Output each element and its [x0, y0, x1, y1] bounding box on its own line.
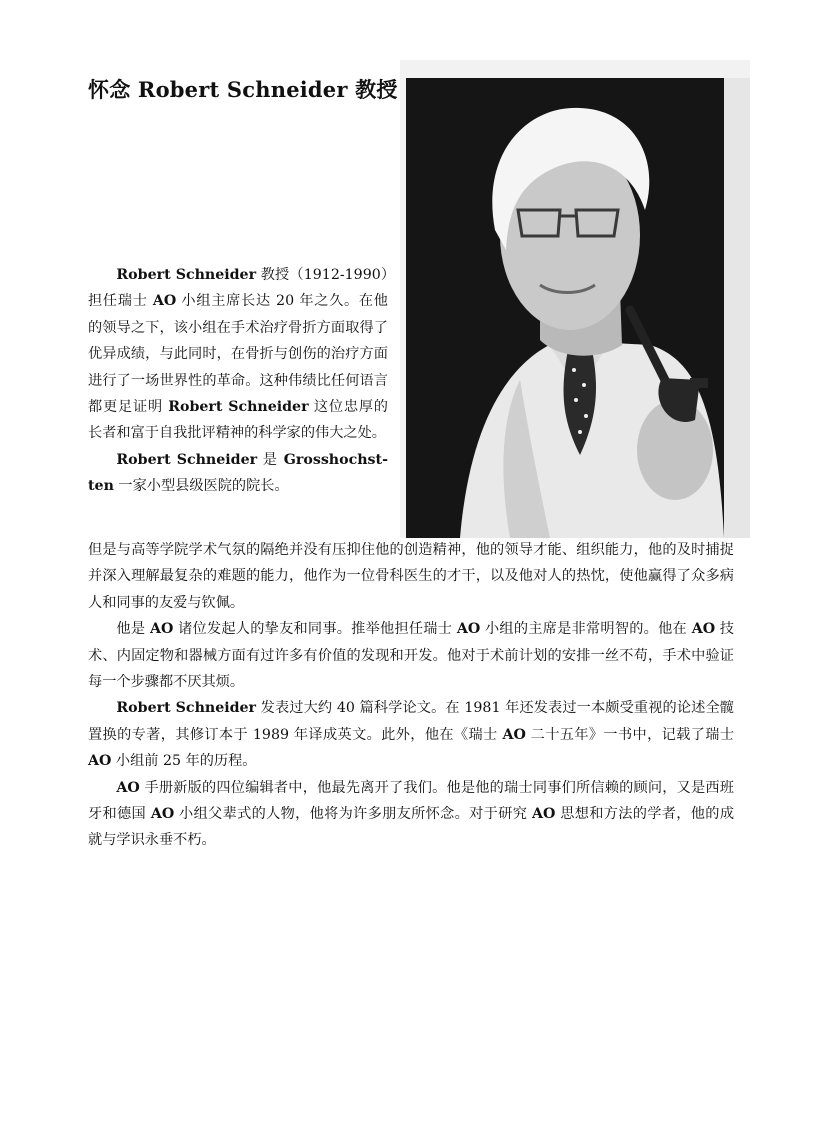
page-title: 怀念 Robert Schneider 教授: [88, 77, 398, 102]
paragraph-2-continued: 但是与高等学院学术气氛的隔绝并没有压抑住他的创造精神，他的领导才能、组织能力，他的及时捕捉并深入理解最复杂的难题的能力，他作为一位骨科医生的才干，以及他对人的热忱，使他赢得了众多病人和同事的友爱与钦佩。: [88, 542, 734, 611]
paragraph-2: Robert Schneider 是 Grosshochst-ten 一家小型县级医院的院长。: [88, 451, 388, 495]
intro-column: [88, 262, 388, 500]
paragraph-5: AO 手册新版的四位编辑者中，他最先离开了我们。他是他的瑞士同事们所信赖的顾问，又是西班牙和德国 AO 小组父辈式的人物，他将为许多朋友所怀念。对于研究 AO 思想和方法的学者，他的成就与学识永垂不朽。: [88, 779, 735, 849]
portrait-photo: [400, 60, 750, 538]
paragraph-3: 他是 AO 诸位发起人的挚友和同事。推举他担任瑞士 AO 小组的主席是非常明智的。他在 AO 技术、内固定物和器械方面有过许多有价值的发现和开发。他对于术前计划的安排一丝不苟，手术中验证每一个步骤都不厌其烦。: [88, 621, 734, 691]
paragraph-4: Robert Schneider 发表过大约 40 篇科学论文。在 1981 年还发表过一本颇受重视的论述全髋置换的专著，其修订本于 1989 年译成英文。此外，他在《瑞士 AO 二十五年》一书中，记载了瑞士 AO 小组前 25 年的历程。: [88, 700, 735, 770]
paragraph-1: Robert Schneider 教授（1912-1990）担任瑞士 AO 小组主席长达 20 年之久。在他的领导之下，该小组在手术治疗骨折方面取得了优异成绩，与此同时，在骨折与创伤的治疗方面进行了一场世界性的革命。这种伟绩比任何语言都更足证明 Robert Schneider 这位忠厚的长者和富于自我批评精神的科学家的伟大之处。: [88, 267, 388, 442]
body-text: [88, 537, 734, 854]
